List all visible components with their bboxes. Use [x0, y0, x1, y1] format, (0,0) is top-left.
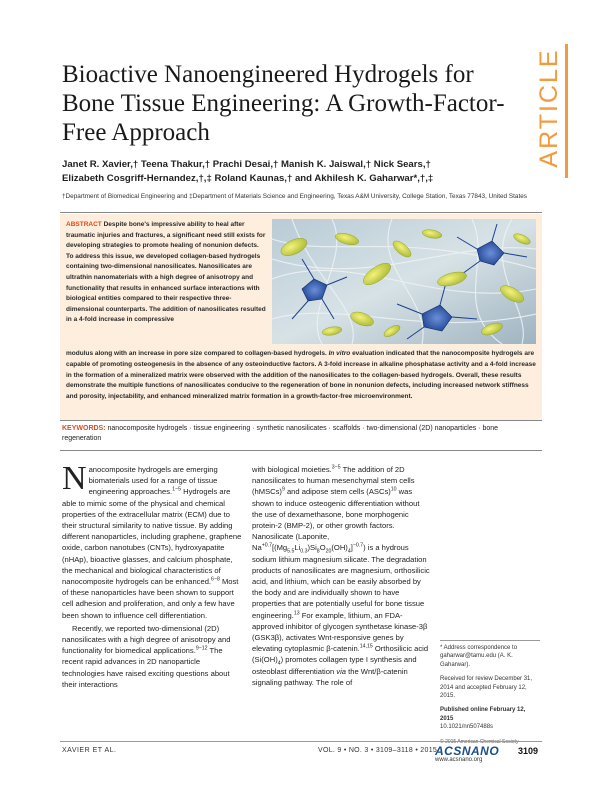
- footer-volume: VOL. 9 • NO. 3 • 3109–3118 • 2015: [318, 747, 438, 754]
- received-note: Received for review December 31, 2014 and accepted February 12, 2015.: [440, 676, 533, 700]
- authors-line-2: Elizabeth Cosgriff-Hernandez,†,‡ Roland Kaunas,† and Akhilesh K. Gaharwar*,†,‡: [62, 173, 434, 184]
- abstract-body-a: modulus along with an increase in pore size compared to collagen-based hydrogels.: [66, 350, 329, 357]
- author-list: [62, 158, 522, 186]
- ref-link[interactable]: 14,15: [359, 643, 373, 650]
- correspondence-note[interactable]: * Address correspondence to gaharwar@tamu.edu (A. K. Gaharwar).: [440, 645, 518, 668]
- keywords-text: nanocomposite hydrogels · tissue engineering · synthetic nanosilicates · scaffolds · two-dimensional (2D) nanoparticles · bone regeneration: [62, 425, 499, 442]
- sidenote-divider: [440, 640, 540, 641]
- ref-link[interactable]: 1−5: [172, 486, 181, 493]
- toc-graphic: [272, 219, 536, 344]
- ref-link[interactable]: 13: [293, 610, 300, 617]
- abstract-italic: In vitro: [328, 350, 351, 357]
- abstract-text-left: [66, 220, 266, 326]
- journal-logo: ACSNANO: [435, 744, 500, 758]
- affiliation: †Department of Biomedical Engineering and ‡Department of Materials Science and Engineering, Texas A&M University, College Station, Texas 77843, United States: [62, 193, 527, 200]
- article-title: Bioactive Nanoengineered Hydrogels for Bone Tissue Engineering: A Growth-Factor-Free Approach: [62, 61, 505, 146]
- sidenotes: [440, 640, 540, 752]
- ref-link[interactable]: 9: [281, 486, 285, 493]
- page-footer: [62, 745, 542, 765]
- keywords-top-divider: [60, 420, 542, 421]
- body-column-2: [252, 464, 432, 688]
- drop-cap: N: [62, 460, 87, 497]
- body-paragraph-1: Nanocomposite hydrogels are emerging biomaterials used for a range of tissue engineering approaches.$^{1-5}$ Hydrogels are able to mimic some of the physical and chemical properties of the extracellular matrix (ECM) due to their structural similarity to native tissue. By adding different nanoparticles, including graphene, graphene oxide, carbon nanotubes (CNTs), hydroxyapatite (nHAp), bioactive glasses, and calcium phosphate, the mechanical and biological characteristics of nanocomposite hydrogels can be enhanced.$^{6-8}$ Most of these nanoparticles have been shown to support cell adhesion and proliferation, and only a few have been shown to influence cell differentiation.: [62, 460, 242, 620]
- abstract-left-body: Despite bone's impressive ability to heal after traumatic injuries and fractures, a significant need still exists for developing strategies to promote healing of nonunion defects. To address this issue, we developed collagen-based hydrogels containing two-dimensional nanosilicates. Nanosilicates are ultrathin nanomaterials with a high degree of anisotropy and functionality that results in enhanced surface interactions with biological entities compared to their respective three-dimensional counterparts. The addition of nanosilicates resulted in a 4-fold increase in compressive: [66, 221, 266, 324]
- journal-url[interactable]: www.acsnano.org: [435, 757, 483, 763]
- body-paragraph-3: with biological moieties.$^{3-5}$ The addition of 2D nanosilicates to human mesenchymal stem cells (hMSCs)$^9$ and adipose stem cells (ASCs)$^{10}$ was shown to induce osteogenic differentiation without the use of dexamethasone, bone morphogenic protein-2 (BMP-2), or other growth factors. Nanosilicate (Laponite, $Na^{+0.7}[(Mg_{5.5}Li_{0.3})Si_8O_{20}(OH)_4]^{-0.7}$) is a hydrous sodium lithium magnesium silicate. The degradation products of nanosilicates are magnesium, orthosilicic acid, and lithium, which can be easily absorbed by the body and are individually shown to have properties that are potentially useful for bone tissue engineering.$^{13}$ For example, lithium, an FDA-approved inhibitor of glycogen synthetase kinase-3β (GSK3β), activates Wnt-responsive genes by elevating cytoplasmic β-catenin.$^{14,15}$ Orthosilicic acid $(Si(OH)_4)$ promotes collagen type I synthesis and osteoblast differentiation via the Wnt/β-catenin signaling pathway. The role of: [252, 464, 430, 687]
- footer-divider: [60, 741, 542, 742]
- ref-link[interactable]: 9−12: [195, 645, 208, 652]
- page-number: 3109: [518, 746, 539, 756]
- doi-link[interactable]: 10.1021/nn507488s: [440, 724, 494, 731]
- abstract-label: ABSTRACT: [66, 221, 102, 228]
- ref-link[interactable]: 6−8: [211, 576, 220, 583]
- abstract-text-full: [66, 349, 536, 403]
- formula-charge: +0.7: [261, 542, 272, 549]
- article-tab-bar: [565, 44, 568, 178]
- published-note: Published online February 12, 2015 10.1021/nn507488s: [440, 707, 526, 731]
- keywords-bottom-divider: [60, 450, 542, 451]
- abstract-body-b: evaluation indicated that the nanocomposite hydrogels are capable of promoting osteogenesis in the absence of any osteoinductive factors. A 3-fold increase in alkaline phosphatase activity and a 4-fold increase in the formation of a mineralized matrix were observed with the addition of the nanosilicates to the collagen-based hydrogels. Overall, these results demonstrate the multiple functions of nanosilicates conducive to the regeneration of bone in nonunion defects, including increased network stiffness and porosity, injectability, and enhanced mineralized matrix formation in a growth-factor-free microenvironment.: [66, 350, 536, 401]
- authors-line-1: Janet R. Xavier,† Teena Thakur,† Prachi Desai,† Manish K. Jaiswal,† Nick Sears,†: [62, 159, 431, 170]
- ref-link[interactable]: 10: [390, 486, 397, 493]
- keywords: [62, 424, 532, 444]
- body-column-1: [62, 460, 244, 692]
- keywords-label: KEYWORDS:: [62, 425, 106, 432]
- abstract-top-divider: [60, 212, 542, 213]
- ref-link[interactable]: 3−5: [331, 464, 341, 471]
- footer-author: XAVIER ET AL.: [62, 747, 117, 754]
- body-paragraph-2: Recently, we reported two-dimensional (2D) nanosilicates with a high degree of anisotropy and functionality for biomedical applications.$^{9-12}$ The recent rapid advances in 2D nanoparticle technologies have raised exciting questions about their interactions: [62, 623, 231, 689]
- article-side-tab: ARTICLE: [535, 48, 563, 168]
